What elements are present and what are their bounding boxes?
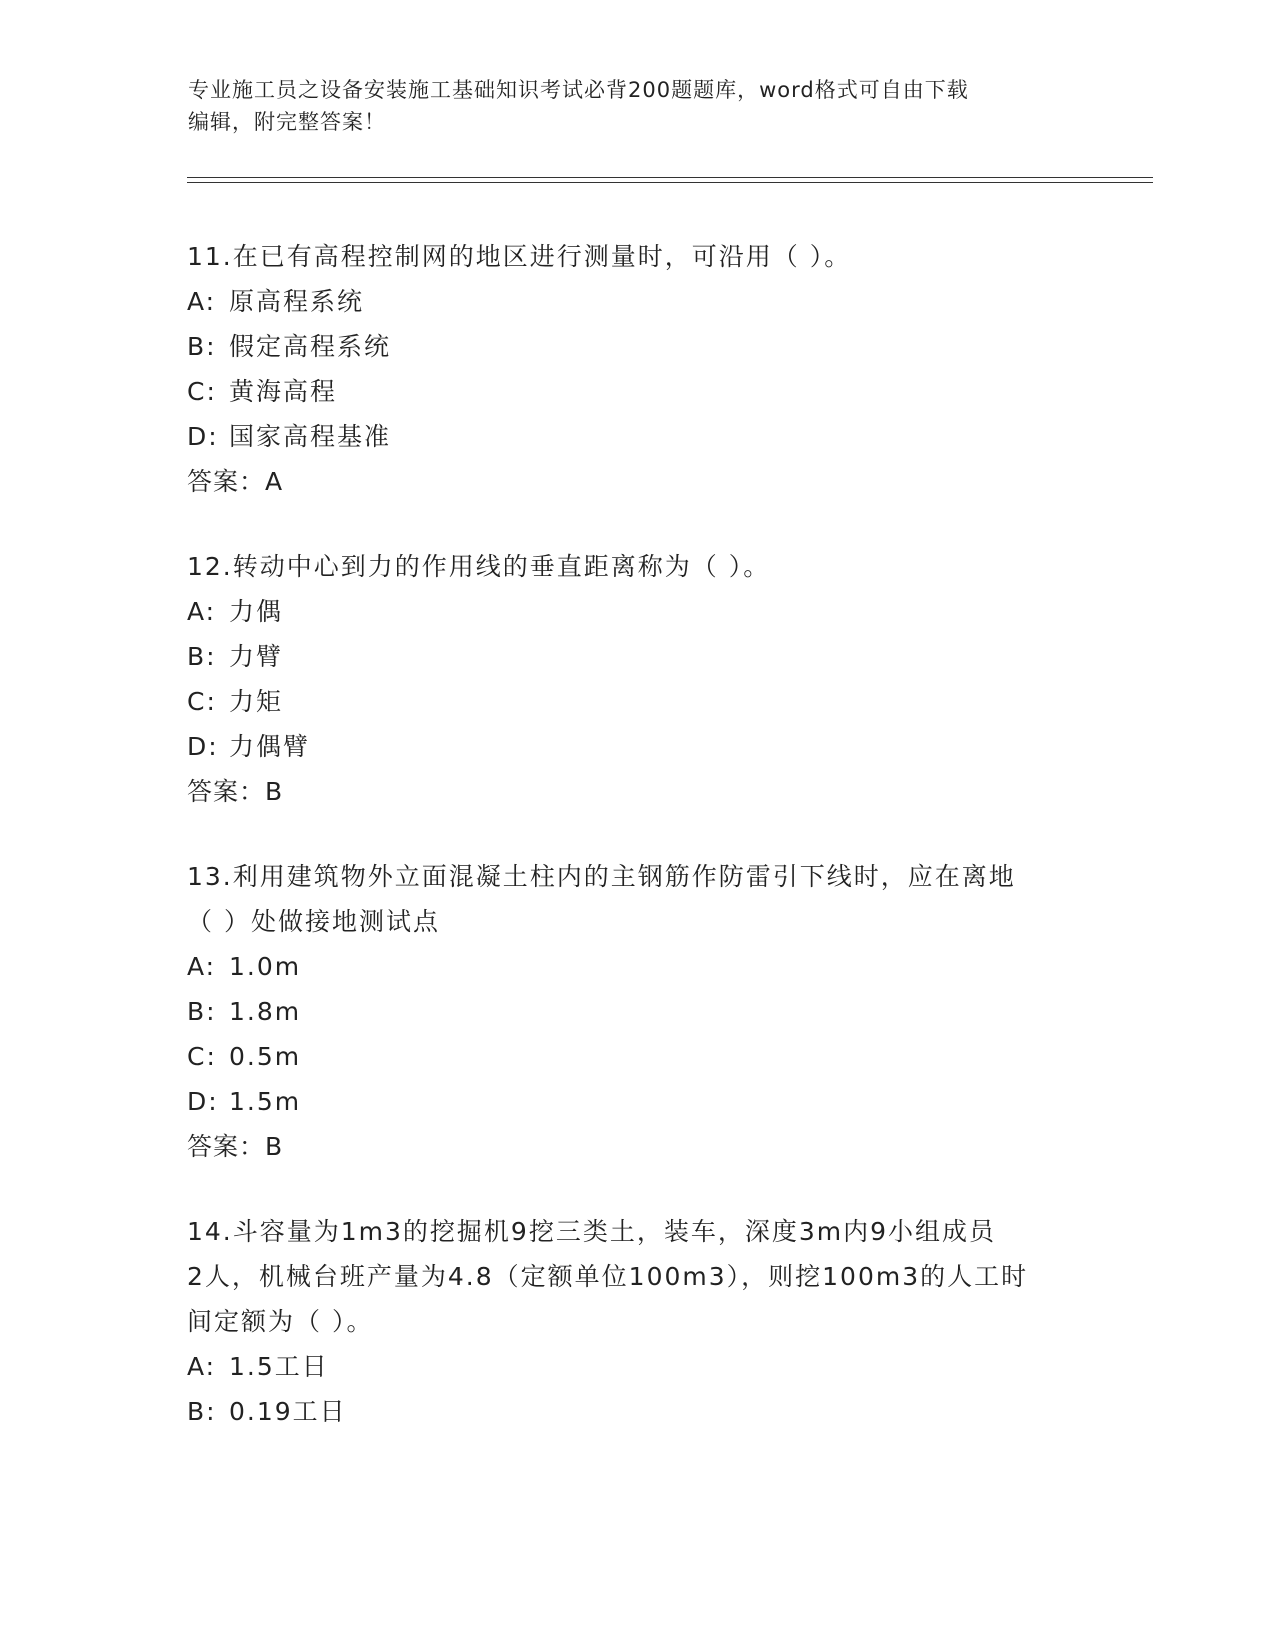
option-letter: A: (187, 597, 217, 626)
option-b (187, 634, 1087, 679)
option-text: 力偶臂 (229, 732, 311, 761)
option-c (187, 369, 1087, 414)
option-text: 1.0m (229, 952, 302, 981)
option-d (187, 724, 1087, 769)
option-letter: C: (187, 1042, 217, 1071)
question-item (187, 234, 1087, 504)
option-a (187, 944, 1087, 989)
option-text: 力矩 (229, 687, 284, 716)
option-a (187, 279, 1087, 324)
option-letter: D: (187, 732, 219, 761)
option-text: 原高程系统 (229, 287, 365, 316)
option-text: 1.8m (229, 997, 302, 1026)
answer-line: 答案：B (187, 1132, 284, 1161)
question-stem: 11.在已有高程控制网的地区进行测量时，可沿用（ ）。 (187, 242, 852, 271)
option-a (187, 589, 1087, 634)
option-text: 国家高程基准 (229, 422, 392, 451)
header-divider-top (187, 177, 1153, 178)
question-item (187, 1209, 1087, 1434)
option-letter: C: (187, 687, 217, 716)
question-list (187, 234, 1087, 1474)
question-stem: 12.转动中心到力的作用线的垂直距离称为（ ）。 (187, 552, 771, 581)
option-letter: A: (187, 952, 217, 981)
option-c (187, 1034, 1087, 1079)
option-text: 力臂 (229, 642, 284, 671)
option-b (187, 1389, 1087, 1434)
option-b (187, 989, 1087, 1034)
option-text: 黄海高程 (229, 377, 338, 406)
option-letter: D: (187, 1087, 219, 1116)
answer-line: 答案：A (187, 467, 284, 496)
option-letter: D: (187, 422, 219, 451)
question-stem-line-3: 间定额为（ ）。 (187, 1307, 374, 1336)
option-b (187, 324, 1087, 369)
option-a (187, 1344, 1087, 1389)
option-d (187, 1079, 1087, 1124)
option-letter: A: (187, 287, 217, 316)
answer-line: 答案：B (187, 777, 284, 806)
option-text: 假定高程系统 (229, 332, 392, 361)
question-item (187, 544, 1087, 814)
option-text: 1.5m (229, 1087, 302, 1116)
question-stem-line-1: 13.利用建筑物外立面混凝土柱内的主钢筋作防雷引下线时，应在离地 (187, 862, 1016, 891)
header-title-line-1: 专业施工员之设备安装施工基础知识考试必背200题题库，word格式可自由下载 (188, 78, 969, 102)
option-text: 力偶 (229, 597, 284, 626)
question-stem-line-2: 2人，机械台班产量为4.8（定额单位100m3），则挖100m3的人工时 (187, 1262, 1029, 1291)
header-title-line-2: 编辑，附完整答案！ (188, 110, 386, 134)
option-text: 1.5工日 (229, 1352, 329, 1381)
question-item (187, 854, 1087, 1169)
option-text: 0.5m (229, 1042, 302, 1071)
option-d (187, 414, 1087, 459)
option-letter: B: (187, 1397, 217, 1426)
header-divider-bottom (187, 182, 1153, 183)
document-header (188, 74, 1068, 138)
option-c (187, 679, 1087, 724)
option-letter: B: (187, 332, 217, 361)
option-letter: C: (187, 377, 217, 406)
option-letter: B: (187, 642, 217, 671)
option-letter: B: (187, 997, 217, 1026)
option-text: 0.19工日 (229, 1397, 347, 1426)
question-stem-line-2: （ ）处做接地测试点 (187, 907, 440, 936)
question-stem-line-1: 14.斗容量为1m3的挖掘机9挖三类土，装车，深度3m内9小组成员 (187, 1217, 996, 1246)
option-letter: A: (187, 1352, 217, 1381)
